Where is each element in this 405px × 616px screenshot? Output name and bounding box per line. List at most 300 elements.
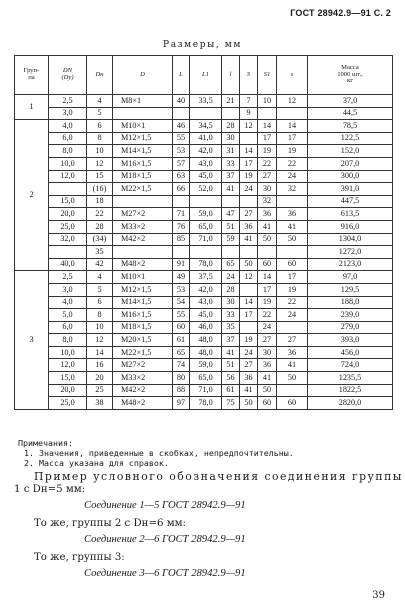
cell-mass: 391,0 [308, 183, 393, 196]
cell-mass: 393,0 [308, 334, 393, 347]
example-designation-3: Соединение 3—6 ГОСТ 28942.9—91 [84, 568, 246, 579]
cell-dh: 8 [87, 309, 113, 322]
cell-dh: 5 [87, 107, 113, 120]
cell-l [222, 107, 240, 120]
header-col-d: D [113, 56, 173, 95]
cell-l1: 34,5 [190, 120, 222, 133]
table-row [15, 95, 393, 108]
cell-l: 28 [222, 283, 240, 296]
table-row [15, 195, 393, 208]
cell-dn: 15,0 [49, 195, 87, 208]
cell-l: 91 [173, 258, 190, 271]
cell-l: 28 [222, 120, 240, 133]
cell-s1: 19 [258, 145, 277, 158]
table-row [15, 132, 393, 145]
cell-s1: 19 [258, 296, 277, 309]
cell-l: 51 [222, 220, 240, 233]
cell-l: 80 [173, 372, 190, 385]
cell-l: 30 [222, 132, 240, 145]
cell-s [277, 246, 308, 259]
table-row [15, 220, 393, 233]
document-header: ГОСТ 28942.9—91 С. 2 [290, 8, 391, 18]
cell-l: 61 [222, 384, 240, 397]
header-col-L: L [173, 56, 190, 95]
cell-d: M12×1,5 [113, 283, 173, 296]
header-col-l: l [222, 56, 240, 95]
cell-mass: 1235,5 [308, 372, 393, 385]
cell-s1: 22 [258, 157, 277, 170]
cell-dh: 6 [87, 120, 113, 133]
cell-s: 27 [240, 208, 258, 221]
cell-d: M14×1,5 [113, 145, 173, 158]
table-row [15, 309, 393, 322]
table-row [15, 397, 393, 410]
dimensions-table [14, 55, 393, 410]
group-label: 3 [15, 271, 49, 410]
cell-s1: 10 [258, 95, 277, 108]
cell-l: 57 [173, 157, 190, 170]
cell-dn: 20,0 [49, 208, 87, 221]
cell-mass: 1822,5 [308, 384, 393, 397]
cell-mass: 447,5 [308, 195, 393, 208]
cell-s1: 60 [258, 397, 277, 410]
cell-l: 53 [173, 145, 190, 158]
cell-dh: (16) [87, 183, 113, 196]
cell-l: 65 [222, 258, 240, 271]
cell-d: M14×1,5 [113, 296, 173, 309]
cell-l: 97 [173, 397, 190, 410]
cell-d: M20×1,5 [113, 334, 173, 347]
cell-s1: 36 [258, 208, 277, 221]
cell-l: 59 [222, 233, 240, 246]
header-col-group: Груп- па [15, 56, 49, 95]
cell-l: 55 [173, 132, 190, 145]
cell-s: 27 [240, 359, 258, 372]
cell-mass: 300,0 [308, 170, 393, 183]
note-item: 2. Масса указана для справок. [24, 458, 169, 468]
header-col-dn: DN (Dу) [49, 56, 87, 95]
cell-l1: 65,0 [190, 372, 222, 385]
cell-s1: 27 [258, 334, 277, 347]
cell-d: M22×1,5 [113, 346, 173, 359]
cell-dn: 32,0 [49, 233, 87, 246]
cell-dn: 4,0 [49, 296, 87, 309]
cell-l [222, 246, 240, 259]
table-row [15, 346, 393, 359]
table-row [15, 107, 393, 120]
table-row [15, 120, 393, 133]
cell-dh: 22 [87, 208, 113, 221]
header-col-dh: Dн [87, 56, 113, 95]
cell-mass: 97,0 [308, 271, 393, 284]
cell-s: 17 [240, 309, 258, 322]
cell-s: 36 [277, 346, 308, 359]
cell-dh: 4 [87, 271, 113, 284]
header-col-L1: L1 [190, 56, 222, 95]
table-row [15, 183, 393, 196]
cell-dh: 12 [87, 157, 113, 170]
cell-dh: 8 [87, 132, 113, 145]
cell-mass: 129,5 [308, 283, 393, 296]
cell-s1: 30 [258, 346, 277, 359]
note-item: 1. Значения, приведенные в скобках, непредпочтительны. [24, 448, 294, 458]
cell-s1: 32 [258, 195, 277, 208]
cell-s: 19 [240, 334, 258, 347]
table-row [15, 246, 393, 259]
cell-s [277, 321, 308, 334]
cell-dh: 42 [87, 258, 113, 271]
cell-d: M10×1 [113, 271, 173, 284]
table-row [15, 283, 393, 296]
cell-dh: 28 [87, 220, 113, 233]
cell-mass: 207,0 [308, 157, 393, 170]
cell-dn: 25,0 [49, 220, 87, 233]
cell-l: 88 [173, 384, 190, 397]
cell-mass: 1304,0 [308, 233, 393, 246]
cell-s: 12 [240, 271, 258, 284]
cell-s: 17 [240, 157, 258, 170]
cell-dh: 25 [87, 384, 113, 397]
cell-l1: 45,0 [190, 309, 222, 322]
cell-d [113, 107, 173, 120]
cell-l [222, 195, 240, 208]
cell-s1: 14 [258, 120, 277, 133]
notes-title: Примечания: [18, 438, 73, 448]
cell-d [113, 195, 173, 208]
cell-s1: 60 [258, 258, 277, 271]
cell-l: 47 [222, 208, 240, 221]
cell-mass: 456,0 [308, 346, 393, 359]
cell-l1 [190, 107, 222, 120]
cell-l: 55 [173, 309, 190, 322]
table-row [15, 258, 393, 271]
example-group2: То же, группы 2 с Dн=6 мм: [34, 518, 186, 529]
cell-l: 85 [173, 233, 190, 246]
cell-dh: 20 [87, 372, 113, 385]
cell-d: M18×1,5 [113, 170, 173, 183]
table-row [15, 233, 393, 246]
cell-l: 60 [173, 321, 190, 334]
cell-l1: 42,0 [190, 283, 222, 296]
cell-s [240, 132, 258, 145]
cell-dn: 20,0 [49, 384, 87, 397]
table-row [15, 145, 393, 158]
cell-l1: 71,0 [190, 233, 222, 246]
cell-mass: 916,0 [308, 220, 393, 233]
cell-l [173, 195, 190, 208]
cell-l [173, 246, 190, 259]
cell-s1: 36 [258, 359, 277, 372]
cell-dn: 2,5 [49, 95, 87, 108]
cell-s: 7 [240, 95, 258, 108]
cell-s: 19 [277, 283, 308, 296]
cell-s1: 41 [258, 372, 277, 385]
cell-l: 30 [222, 296, 240, 309]
cell-d: M48×2 [113, 397, 173, 410]
cell-d: M22×1,5 [113, 183, 173, 196]
table-row [15, 157, 393, 170]
cell-mass: 1272,0 [308, 246, 393, 259]
cell-dh: 12 [87, 334, 113, 347]
cell-s: 14 [240, 145, 258, 158]
cell-dh: 10 [87, 145, 113, 158]
cell-s1: 17 [258, 283, 277, 296]
cell-s1: 14 [258, 271, 277, 284]
cell-l: 61 [173, 334, 190, 347]
cell-l1: 71,0 [190, 384, 222, 397]
cell-l: 35 [222, 321, 240, 334]
cell-mass: 2123,0 [308, 258, 393, 271]
cell-s: 50 [240, 397, 258, 410]
example-intro: Пример условного обозначения соединения группы [34, 470, 403, 483]
cell-l: 76 [173, 220, 190, 233]
cell-dn: 12,0 [49, 170, 87, 183]
cell-dn: 5,0 [49, 309, 87, 322]
cell-dh: 14 [87, 346, 113, 359]
cell-d: M16×1,5 [113, 309, 173, 322]
cell-l1: 59,0 [190, 208, 222, 221]
cell-l: 65 [173, 346, 190, 359]
group-label: 2 [15, 120, 49, 271]
cell-mass: 122,5 [308, 132, 393, 145]
cell-l: 37 [222, 334, 240, 347]
cell-dn [49, 183, 87, 196]
cell-dn: 12,0 [49, 359, 87, 372]
cell-d: M48×2 [113, 258, 173, 271]
cell-s1: 27 [258, 170, 277, 183]
cell-l1: 48,0 [190, 346, 222, 359]
cell-s [277, 195, 308, 208]
cell-l: 31 [222, 145, 240, 158]
cell-s1: 50 [258, 384, 277, 397]
cell-s [240, 321, 258, 334]
cell-s1: 30 [258, 183, 277, 196]
cell-l: 74 [173, 359, 190, 372]
example-designation-1: Соединение 1—5 ГОСТ 28942.9—91 [84, 500, 246, 511]
table-body [15, 95, 393, 410]
cell-s [240, 246, 258, 259]
cell-d: M16×1,5 [113, 157, 173, 170]
cell-l1: 65,0 [190, 220, 222, 233]
cell-l1: 78,0 [190, 397, 222, 410]
cell-l: 41 [222, 183, 240, 196]
cell-d: M33×2 [113, 220, 173, 233]
cell-s: 17 [277, 271, 308, 284]
cell-l1: 45,0 [190, 170, 222, 183]
cell-d: M42×2 [113, 233, 173, 246]
cell-s [240, 283, 258, 296]
cell-s [277, 107, 308, 120]
header-col-s: s [277, 56, 308, 95]
cell-d: M27×2 [113, 208, 173, 221]
cell-s: 41 [277, 359, 308, 372]
cell-d: M33×2 [113, 372, 173, 385]
cell-s: 22 [277, 296, 308, 309]
cell-l1: 42,0 [190, 145, 222, 158]
header-col-mass: Масса 1000 шт., кг [308, 56, 393, 95]
cell-s1: 22 [258, 309, 277, 322]
cell-l: 33 [222, 309, 240, 322]
cell-mass: 44,5 [308, 107, 393, 120]
cell-dh: 15 [87, 170, 113, 183]
notes [18, 438, 294, 468]
cell-s: 19 [277, 145, 308, 158]
cell-mass: 613,5 [308, 208, 393, 221]
cell-s: 19 [240, 170, 258, 183]
table-row [15, 208, 393, 221]
cell-s: 32 [277, 183, 308, 196]
cell-s: 41 [240, 233, 258, 246]
cell-s: 36 [277, 208, 308, 221]
cell-l: 24 [222, 271, 240, 284]
cell-d: M10×1 [113, 120, 173, 133]
cell-dn: 6,0 [49, 132, 87, 145]
cell-s: 24 [240, 183, 258, 196]
table-row [15, 359, 393, 372]
cell-l1: 48,0 [190, 334, 222, 347]
cell-dh: 5 [87, 283, 113, 296]
cell-l: 46 [173, 120, 190, 133]
cell-s: 36 [240, 372, 258, 385]
cell-d: M42×2 [113, 384, 173, 397]
cell-s1: 24 [258, 321, 277, 334]
cell-s1 [258, 107, 277, 120]
cell-s: 24 [240, 346, 258, 359]
cell-s [277, 384, 308, 397]
table-row [15, 271, 393, 284]
cell-s: 50 [277, 372, 308, 385]
cell-s: 9 [240, 107, 258, 120]
cell-l: 54 [173, 296, 190, 309]
cell-mass: 152,0 [308, 145, 393, 158]
table-header-row [15, 56, 393, 95]
cell-d [113, 246, 173, 259]
cell-dh: 35 [87, 246, 113, 259]
table-row [15, 296, 393, 309]
cell-s1: 17 [258, 132, 277, 145]
cell-l: 71 [173, 208, 190, 221]
cell-l1: 59,0 [190, 359, 222, 372]
cell-s1 [258, 246, 277, 259]
cell-dh: 6 [87, 296, 113, 309]
cell-dn: 10,0 [49, 346, 87, 359]
table-caption: Размеры, мм [163, 40, 242, 50]
cell-s: 60 [277, 258, 308, 271]
cell-l: 21 [222, 95, 240, 108]
cell-dh: 16 [87, 359, 113, 372]
cell-mass: 2820,0 [308, 397, 393, 410]
header-col-S: S [240, 56, 258, 95]
cell-dn: 8,0 [49, 334, 87, 347]
cell-mass: 78,5 [308, 120, 393, 133]
cell-s: 50 [240, 258, 258, 271]
cell-mass: 37,0 [308, 95, 393, 108]
cell-s: 12 [277, 95, 308, 108]
cell-dn: 40,0 [49, 258, 87, 271]
cell-dn: 3,0 [49, 107, 87, 120]
cell-l: 37 [222, 170, 240, 183]
table-row [15, 334, 393, 347]
cell-s1: 41 [258, 220, 277, 233]
cell-l1: 41,0 [190, 132, 222, 145]
table-row [15, 384, 393, 397]
cell-s: 22 [277, 157, 308, 170]
cell-mass: 279,0 [308, 321, 393, 334]
cell-dh: 18 [87, 195, 113, 208]
cell-s: 12 [240, 120, 258, 133]
cell-d: M8×1 [113, 95, 173, 108]
cell-l1: 37,5 [190, 271, 222, 284]
cell-l1 [190, 246, 222, 259]
cell-l1: 52,0 [190, 183, 222, 196]
cell-l: 49 [173, 271, 190, 284]
table-row [15, 372, 393, 385]
cell-dn: 6,0 [49, 321, 87, 334]
cell-s [240, 195, 258, 208]
cell-dn: 4,0 [49, 120, 87, 133]
cell-s: 24 [277, 309, 308, 322]
cell-l1 [190, 195, 222, 208]
cell-dn: 15,0 [49, 372, 87, 385]
cell-dn: 25,0 [49, 397, 87, 410]
example-group1: 1 с Dн=5 мм: [14, 484, 86, 495]
cell-l: 63 [173, 170, 190, 183]
group-label: 1 [15, 95, 49, 120]
cell-dh: 38 [87, 397, 113, 410]
cell-l: 51 [222, 359, 240, 372]
cell-l: 33 [222, 157, 240, 170]
cell-l: 41 [222, 346, 240, 359]
cell-mass: 239,0 [308, 309, 393, 322]
cell-dn: 2,5 [49, 271, 87, 284]
cell-s: 60 [277, 397, 308, 410]
cell-l1: 78,0 [190, 258, 222, 271]
page-number: 39 [372, 590, 385, 601]
cell-s: 36 [240, 220, 258, 233]
cell-dh: 10 [87, 321, 113, 334]
cell-s1: 50 [258, 233, 277, 246]
cell-s: 17 [277, 132, 308, 145]
header-col-S1: S1 [258, 56, 277, 95]
cell-dn: 10,0 [49, 157, 87, 170]
cell-mass: 724,0 [308, 359, 393, 372]
cell-dn: 3,0 [49, 283, 87, 296]
cell-l: 56 [222, 372, 240, 385]
cell-l: 40 [173, 95, 190, 108]
cell-dh: 4 [87, 95, 113, 108]
cell-mass: 188,0 [308, 296, 393, 309]
cell-dn: 8,0 [49, 145, 87, 158]
cell-s: 14 [277, 120, 308, 133]
table-row [15, 321, 393, 334]
cell-s: 14 [240, 296, 258, 309]
cell-s: 50 [277, 233, 308, 246]
cell-dn [49, 246, 87, 259]
cell-l1: 43,0 [190, 296, 222, 309]
cell-l: 75 [222, 397, 240, 410]
cell-s: 41 [277, 220, 308, 233]
cell-d: M12×1,5 [113, 132, 173, 145]
cell-s: 24 [277, 170, 308, 183]
cell-s: 41 [240, 384, 258, 397]
cell-l: 53 [173, 283, 190, 296]
example-group3: То же, группы 3: [34, 552, 125, 563]
cell-s: 27 [277, 334, 308, 347]
cell-l1: 33,5 [190, 95, 222, 108]
cell-dh: (34) [87, 233, 113, 246]
table-row [15, 170, 393, 183]
example-designation-2: Соединение 2—6 ГОСТ 28942.9—91 [84, 534, 246, 545]
